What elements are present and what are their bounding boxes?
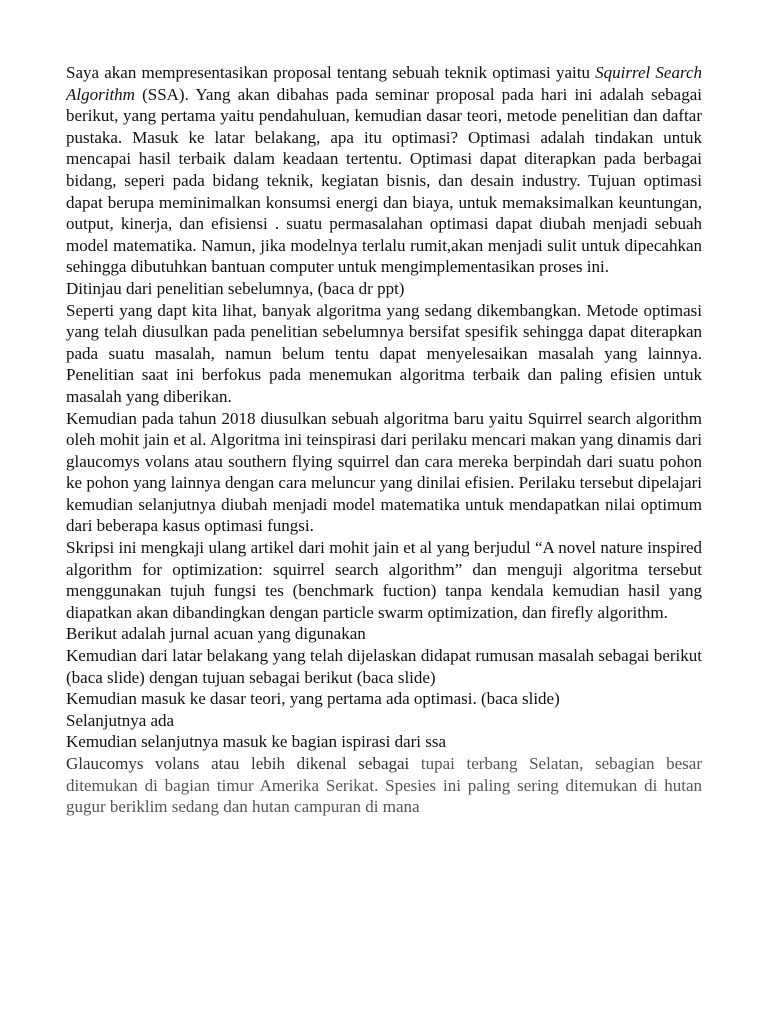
algorithm-name-italic: Squirrel Search Algorithm	[66, 63, 702, 104]
intro-text-start: Saya akan mempresentasikan proposal tentang sebuah teknik optimasi yaitu	[66, 63, 596, 82]
intro-text-rest: (SSA). Yang akan dibahas pada seminar proposal pada hari ini adalah sebagai berikut, yang pertama yaitu pendahuluan, kemudian dasar teori, metode penelitian dan daftar pustaka. Masuk ke latar belakang, apa itu optimasi? Optimasi adalah tindakan untuk mencapai hasil terbaik dalam keadaan tertentu. Optimasi dapat diterapkan pada berbagai bidang, seperi pada bidang teknik, kegiatan bisnis, dan desain industry. Tujuan optimasi dapat berupa meminimalkan konsumsi energi dan biaya, untuk memaksimalkan keuntungan, output, kinerja, dan efisiensi . suatu permasalahan optimasi dapat diubah menjadi sebuah model matematika. Namun, jika modelnya terlalu rumit,akan menjadi sulit untuk dipecahkan sehingga dibutuhkan bantuan computer untuk mengimplementasikan proses ini.	[66, 84, 702, 277]
paragraph-reference-journal: Berikut adalah jurnal acuan yang digunakan	[66, 624, 366, 644]
paragraph-ssa-proposed: Kemudian pada tahun 2018 diusulkan sebuah algoritma baru yaitu Squirrel search algorithm oleh mohit jain et al. Algoritma ini teinspirasi dari perilaku mencari makan yang dinamis dari glaucomys volans atau southern flying squirrel dan cara mereka berpindah dari suatu pohon ke pohon yang lainnya dengan cara meluncur yang dinilai efisien. Perilaku tersebut dipelajari kemudian selanjutnya diubah menjadi model matematika untuk mendapatkan nilai optimum dari beberapa kasus optimasi fungsi.	[66, 408, 702, 536]
paragraph-basic-theory: Kemudian masuk ke dasar teori, yang pertama ada optimasi. (baca slide)	[66, 689, 560, 709]
paragraph-thesis-review: Skripsi ini mengkaji ulang artikel dari mohit jain et al yang berjudul “A novel nature inspired algorithm for optimization: squirrel search algorithm” dan menguji algoritma tersebut menggunakan tujuh fungsi tes (benchmark fuction) tanpa kendala kemudian hasil yang diapatkan akan dibandingkan dengan particle swarm optimization, dan firefly algorithm.	[66, 538, 702, 622]
paragraph-glaucomys-volans	[66, 753, 702, 818]
paragraph-intro	[66, 62, 702, 278]
paragraph-algorithms-developed: Seperti yang dapt kita lihat, banyak algoritma yang sedang dikembangkan. Metode optimasi yang telah diusulkan pada penelitian sebelumnya bersifat spesifik sehingga dapat diterapkan pada suatu masalah, namun belum tentu dapat menyelesaikan masalah yang lainnya. Penelitian saat ini berfokus pada menemukan algoritma terbaik dan paling efisien untuk masalah yang diberikan.	[66, 300, 702, 406]
glaucomys-text-start: Glaucomys volans atau lebih dikenal sebagai	[66, 754, 421, 773]
paragraph-previous-research: Ditinjau dari penelitian sebelumnya, (baca dr ppt)	[66, 278, 405, 298]
paragraph-next: Selanjutnya ada	[66, 710, 175, 730]
paragraph-ssa-inspiration: Kemudian selanjutnya masuk ke bagian ispirasi dari ssa	[66, 732, 447, 752]
glaucomys-text-rest: tupai terbang Selatan, sebagian besar ditemukan di bagian timur Amerika Serikat. Spesies ini paling sering ditemukan di hutan gugur beriklim sedang dan hutan campuran di mana	[66, 754, 702, 817]
document-body	[66, 62, 702, 818]
paragraph-problem-formulation: Kemudian dari latar belakang yang telah dijelaskan didapat rumusan masalah sebagai berikut (baca slide) dengan tujuan sebagai berikut (baca slide)	[66, 646, 702, 687]
